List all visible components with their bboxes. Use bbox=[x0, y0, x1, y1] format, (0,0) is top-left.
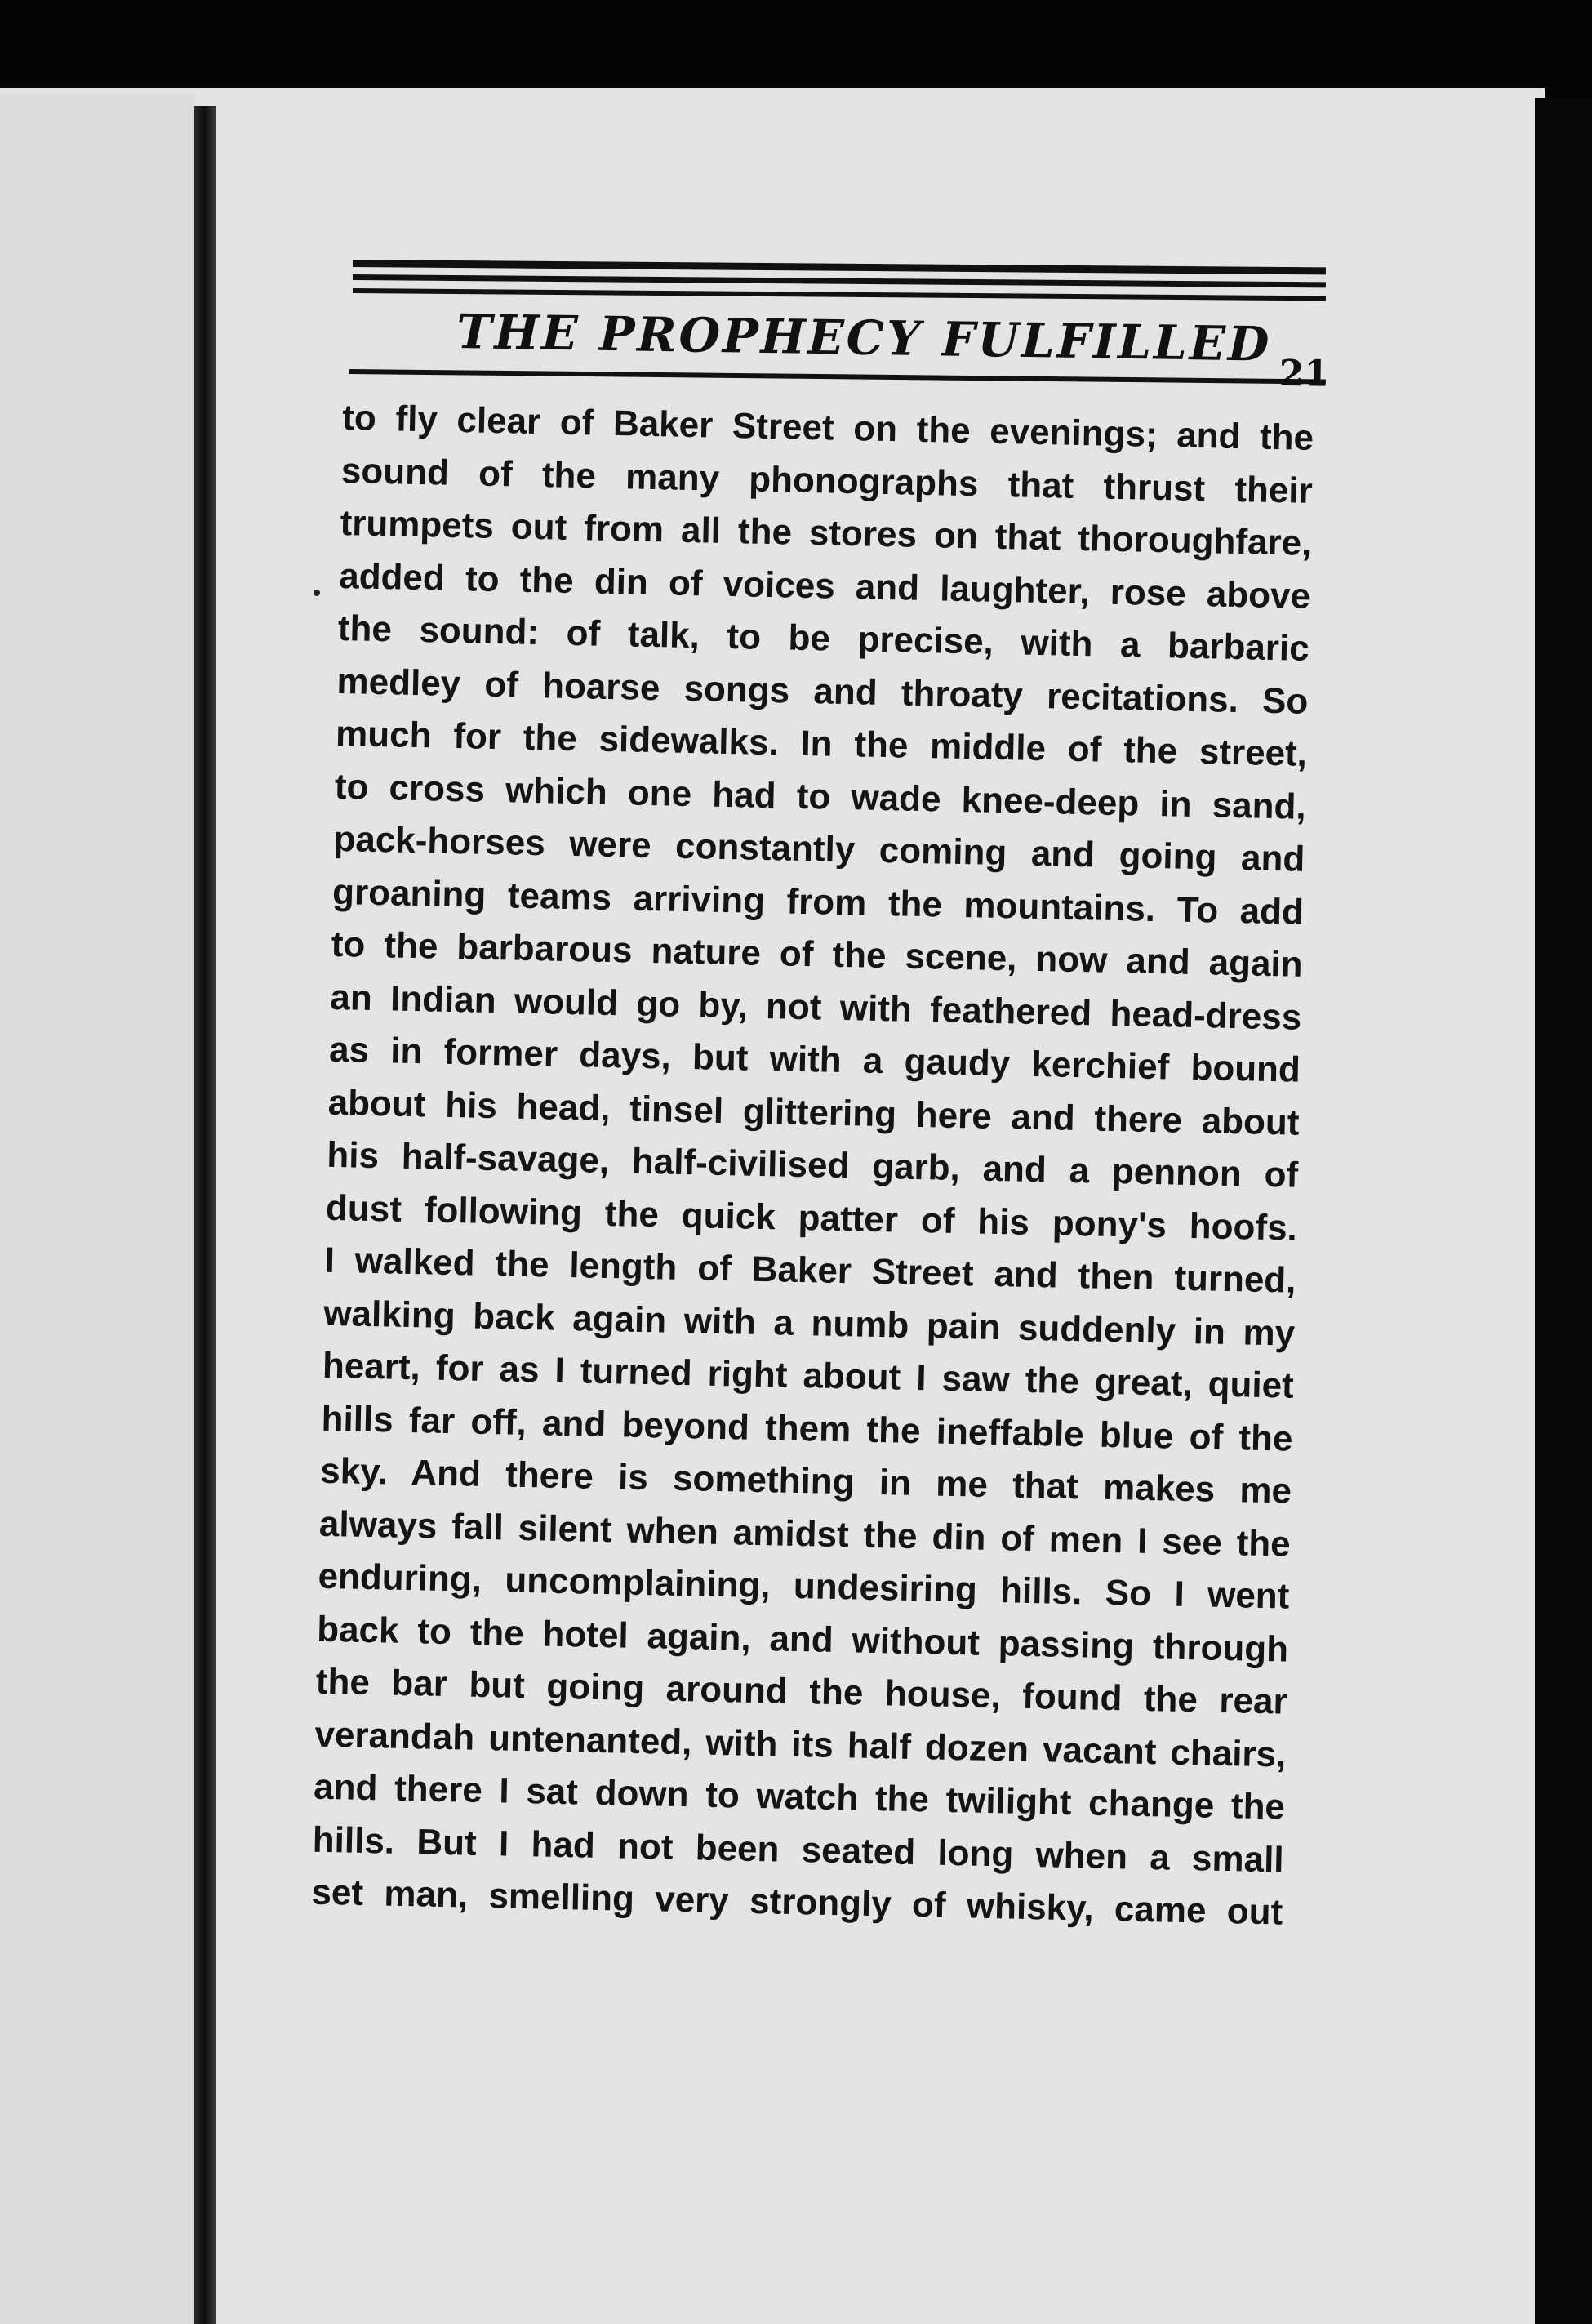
text-line: an Indian would go by, not with feathered head-dress bbox=[329, 977, 1302, 1038]
text-line: enduring, uncomplaining, undesiring hills. So I went bbox=[318, 1556, 1290, 1617]
text-line: set man, smelling very strongly of whisky, came out bbox=[311, 1872, 1283, 1933]
page-number: 21 bbox=[1278, 352, 1330, 395]
text-line: much for the sidewalks. In the middle of the street, bbox=[335, 713, 1308, 774]
stray-ink-mark bbox=[314, 590, 320, 596]
text-line: to cross which one had to wade knee-deep in sand, bbox=[334, 766, 1307, 827]
text-line: pack-horses were constantly coming and going and bbox=[333, 818, 1305, 879]
text-line: medley of hoarse songs and throaty recitations. So bbox=[336, 661, 1309, 722]
text-line: and there I sat down to watch the twilight change the bbox=[313, 1766, 1286, 1828]
text-line: walking back again with a numb pain suddenly in my bbox=[322, 1293, 1296, 1354]
text-line: sound of the many phonographs that thrust their bbox=[340, 450, 1314, 511]
scan-border bbox=[1535, 98, 1592, 2324]
text-line: back to the hotel again, and without passing through bbox=[316, 1609, 1289, 1670]
body-text bbox=[311, 392, 1323, 1939]
text-line: hills. But I had not been seated long when a small bbox=[312, 1819, 1285, 1881]
text-line: his half-savage, half-civilised garb, and a pennon of bbox=[326, 1134, 1299, 1195]
text-line: sky. And there is something in me that makes me bbox=[319, 1450, 1292, 1511]
text-line: as in former days, but with a gaudy kerchief bound bbox=[328, 1029, 1301, 1090]
text-line: the sound: of talk, to be precise, with a barbaric bbox=[337, 608, 1310, 669]
text-line: heart, for as I turned right about I saw the great, quiet bbox=[322, 1345, 1295, 1406]
facing-page-edge bbox=[0, 94, 194, 2324]
text-line: I walked the length of Baker Street and then turned, bbox=[324, 1240, 1296, 1301]
text-line: trumpets out from all the stores on that thoroughfare, bbox=[340, 502, 1312, 563]
text-line: groaning teams arriving from the mountains. To add bbox=[331, 871, 1305, 933]
book-binding bbox=[194, 106, 216, 2324]
text-line: added to the din of voices and laughter, rose above bbox=[338, 555, 1311, 617]
text-line: the bar but going around the house, found the rear bbox=[315, 1661, 1288, 1722]
text-line: always fall silent when amidst the din of men I see the bbox=[318, 1503, 1292, 1565]
text-line: dust following the quick patter of his pony's hoofs. bbox=[325, 1187, 1298, 1249]
text-line: verandah untenanted, with its half dozen vacant chairs, bbox=[314, 1714, 1287, 1775]
text-line: about his head, tinsel glittering here and there about bbox=[327, 1082, 1301, 1143]
text-line: to the barbarous nature of the scene, now and again bbox=[331, 924, 1304, 985]
running-title: THE PROPHECY FULFILLED bbox=[456, 304, 1272, 372]
text-line: hills far off, and beyond them the ineffable blue of the bbox=[321, 1398, 1293, 1459]
text-line: to fly clear of Baker Street on the evenings; and the bbox=[341, 397, 1314, 458]
